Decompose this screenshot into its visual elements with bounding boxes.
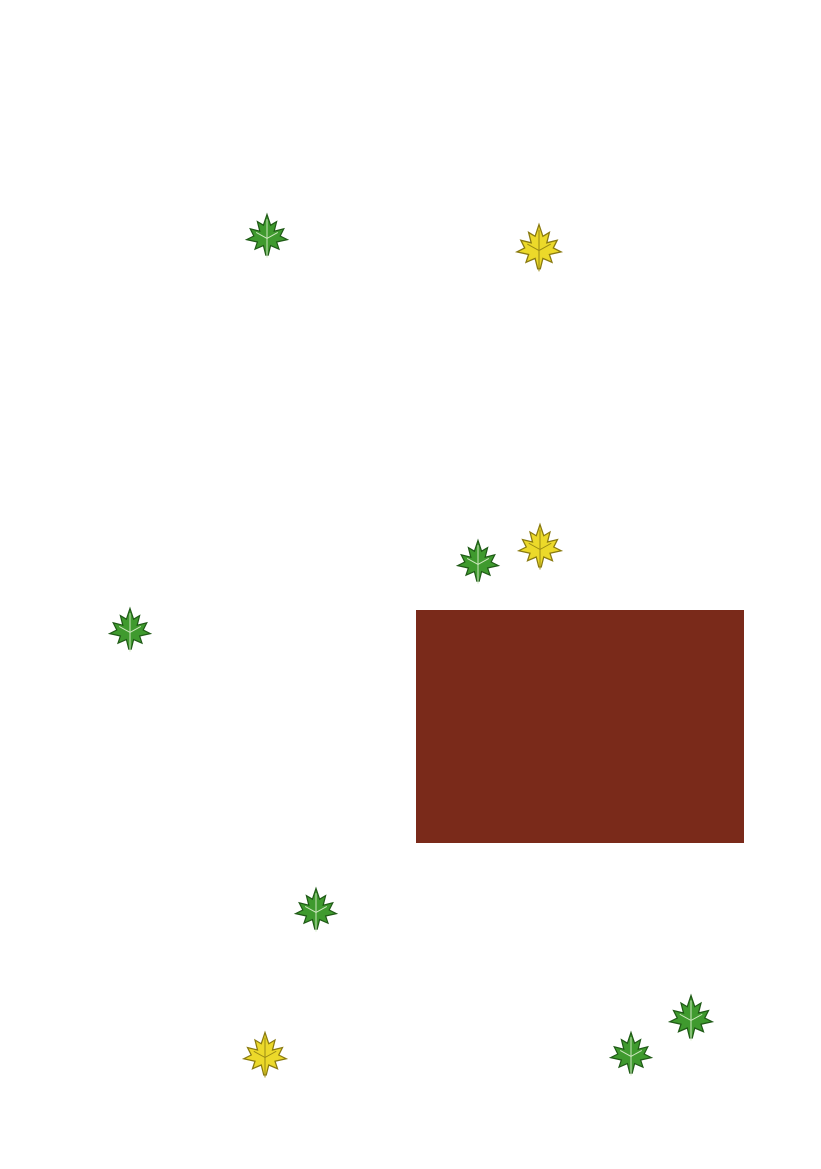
autumn-forest-photo [416, 610, 744, 843]
